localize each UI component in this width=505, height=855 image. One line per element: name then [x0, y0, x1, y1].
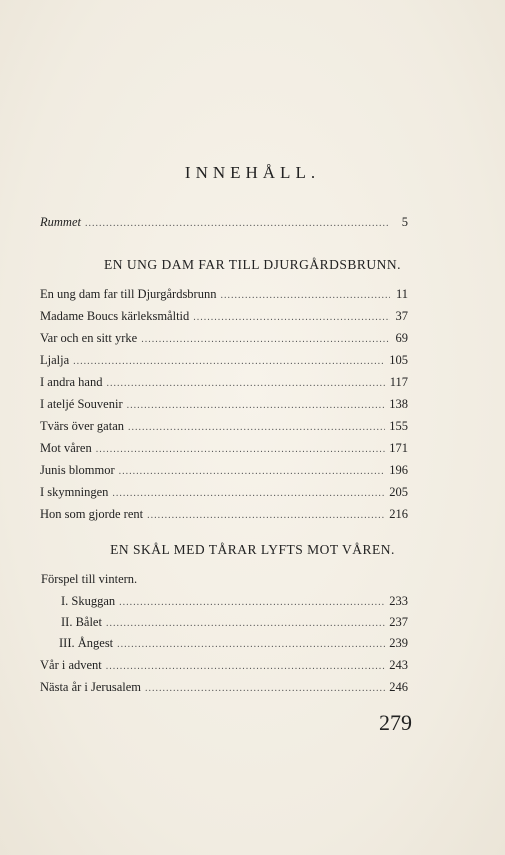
leader-dots — [145, 681, 385, 695]
toc-entry — [40, 506, 408, 522]
toc-entry-label: I. Skuggan — [61, 594, 116, 608]
toc-entry-label: Ljalja — [40, 353, 70, 367]
leader-dots — [127, 398, 386, 412]
toc-entry — [40, 330, 408, 346]
toc-entry-page: 216 — [389, 507, 408, 521]
toc-entry — [40, 308, 408, 324]
leader-dots — [112, 486, 385, 500]
toc-entry-label: Mot våren — [40, 441, 92, 455]
toc-entry-page: 138 — [389, 397, 408, 411]
toc-entry-label: Madame Boucs kärleksmåltid — [40, 309, 190, 323]
toc-entry-label: Tvärs över gatan — [40, 419, 124, 433]
leader-dots — [106, 616, 385, 630]
toc-entry-label: Junis blommor — [40, 463, 115, 477]
toc-entry — [40, 286, 408, 302]
toc-entry-page: 155 — [389, 419, 408, 433]
toc-entry-page: 237 — [389, 615, 408, 629]
toc-entry — [59, 635, 408, 651]
toc-entry-label: II. Bålet — [61, 615, 102, 629]
toc-entry-label: I skymningen — [40, 485, 109, 499]
leader-dots — [85, 216, 390, 230]
toc-entry-page: 11 — [395, 287, 408, 301]
toc-entry-label: En ung dam far till Djurgårdsbrunn — [40, 287, 217, 301]
toc-entry-page: 243 — [389, 658, 408, 672]
toc-entry — [40, 440, 408, 456]
toc-entry-page: 171 — [389, 441, 408, 455]
leader-dots — [96, 442, 386, 456]
toc-entry-label: Vår i advent — [40, 658, 102, 672]
toc-entry-page: 246 — [389, 680, 408, 694]
toc-entry-page: 239 — [389, 636, 408, 650]
toc-entry-page: 233 — [389, 594, 408, 608]
toc-entry — [61, 593, 408, 609]
toc-entry — [40, 657, 408, 673]
leader-dots — [119, 595, 385, 609]
toc-entry-label: I andra hand — [40, 375, 103, 389]
leader-dots — [193, 310, 390, 324]
leader-dots — [220, 288, 390, 302]
leader-dots — [119, 464, 386, 478]
toc-entry-page: 205 — [389, 485, 408, 499]
subsection-heading: Förspel till vintern. — [41, 572, 138, 586]
section-heading-part2: EN SKÅL MED TÅRAR LYFTS MOT VÅREN. — [110, 542, 395, 557]
leader-dots — [106, 376, 385, 390]
toc-entry-page: 196 — [389, 463, 408, 477]
section-heading-part1: EN UNG DAM FAR TILL DJURGÅRDSBRUNN. — [103, 257, 402, 272]
toc-entry-label: I ateljé Souvenir — [40, 397, 123, 411]
toc-entry — [61, 614, 408, 630]
toc-entry-page: 69 — [395, 331, 408, 345]
page-title: INNEHÅLL. — [184, 163, 321, 182]
leader-dots — [147, 508, 385, 522]
toc-entry-label: III. Ångest — [59, 636, 114, 650]
toc-entry — [40, 484, 408, 500]
toc-entry — [40, 679, 408, 695]
toc-entry-page: 37 — [395, 309, 408, 323]
leader-dots — [117, 637, 385, 651]
toc-entry — [40, 374, 408, 390]
page-number: 279 — [379, 710, 412, 735]
toc-entry — [40, 462, 408, 478]
toc-entry-label: Nästa år i Jerusalem — [40, 680, 142, 694]
leader-dots — [106, 659, 385, 673]
toc-entry-intro — [40, 214, 408, 230]
toc-entry — [40, 418, 408, 434]
toc-entry-page: 117 — [389, 375, 408, 389]
toc-entry-label: Hon som gjorde rent — [40, 507, 144, 521]
leader-dots — [141, 332, 390, 346]
toc-entry-page: 105 — [389, 353, 408, 367]
toc-entry — [40, 352, 408, 368]
toc-entry — [40, 396, 408, 412]
leader-dots — [73, 354, 385, 368]
toc-entry-page: 5 — [401, 215, 408, 229]
leader-dots — [128, 420, 385, 434]
toc-entry-label: Rummet — [40, 215, 81, 229]
toc-entry-label: Var och en sitt yrke — [40, 331, 138, 345]
